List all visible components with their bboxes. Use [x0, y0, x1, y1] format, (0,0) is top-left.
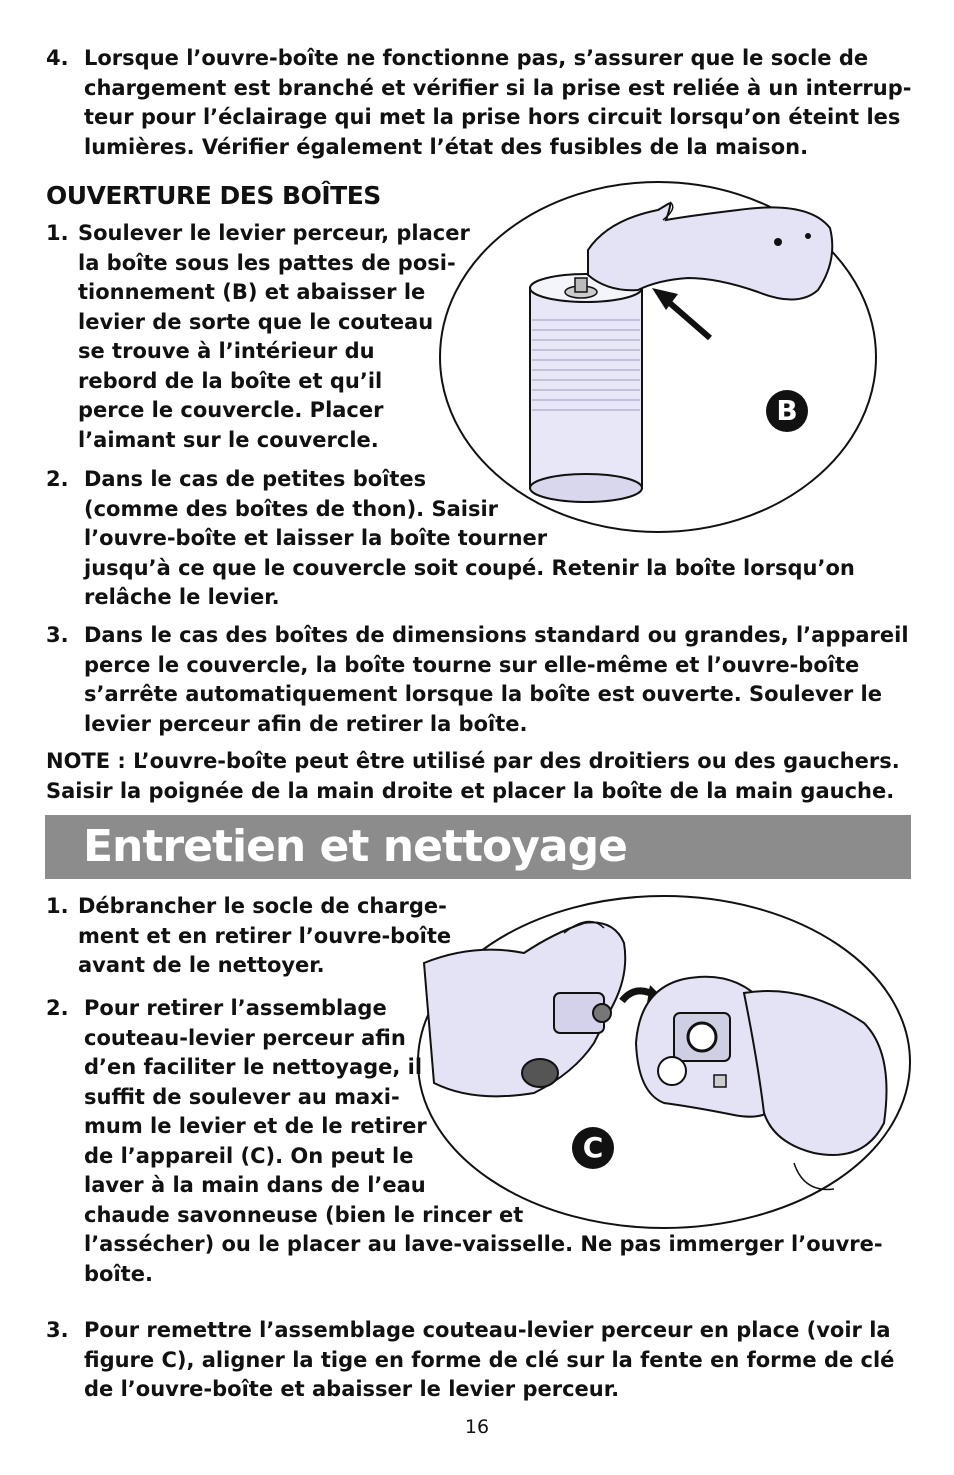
step-number: 4.: [46, 46, 69, 70]
step-number: 2.: [46, 996, 69, 1020]
note-line: NOTE : L’ouvre-boîte peut être utilisé par des droitiers ou des gauchers.: [46, 749, 900, 773]
text-line: perce le couvercle. Placer: [78, 398, 384, 422]
text-line: Dans le cas de petites boîtes: [84, 467, 427, 491]
text-line: de l’ouvre-boîte et abaisser le levier perceur.: [84, 1377, 620, 1401]
care-step-1: [46, 892, 466, 981]
troubleshoot-step: [46, 44, 912, 162]
opening-step-2: [46, 465, 906, 613]
text-line: laver à la main dans de l’eau: [84, 1173, 426, 1197]
step-number: 3.: [46, 623, 69, 647]
step-number: 1.: [46, 894, 69, 918]
opening-step-1: [46, 219, 470, 455]
figure-c-label: C: [572, 1127, 614, 1169]
text-line: levier perceur afin de retirer la boîte.: [84, 711, 528, 736]
text-line: mum le levier et de le retirer: [84, 1114, 427, 1138]
text-line: teur pour l’éclairage qui met la prise hors circuit lorsqu’on éteint les: [84, 105, 901, 129]
text-line: (comme des boîtes de thon). Saisir: [84, 496, 499, 521]
text-line: perce le couvercle, la boîte tourne sur elle-même et l’ouvre-boîte: [84, 652, 860, 677]
figure-b-label: B: [766, 390, 808, 432]
text-line: lumières. Vérifier également l’état des fusibles de la maison.: [84, 134, 809, 159]
page-number: 16: [464, 1416, 490, 1438]
text-line: d’en faciliter le nettoyage, il: [84, 1055, 423, 1079]
text-line: la boîte sous les pattes de posi-: [78, 250, 456, 275]
note: [46, 747, 926, 806]
text-line: s’arrête automatiquement lorsque la boîte est ouverte. Soulever le: [84, 682, 882, 706]
text-line: relâche le levier.: [84, 585, 280, 609]
text-line: tionnement (B) et abaisser le: [78, 280, 426, 304]
text-line: Débrancher le socle de charge-: [78, 894, 447, 918]
text-line: l’assécher) ou le placer au lave-vaisselle. Ne pas immerger l’ouvre-: [84, 1232, 883, 1256]
text-line: figure C), aligner la tige en forme de clé sur la fente en forme de clé: [84, 1347, 895, 1372]
text-line: Pour retirer l’assemblage: [84, 996, 387, 1020]
section-banner: [45, 815, 911, 879]
step-number: 2.: [46, 467, 69, 491]
step-number: 3.: [46, 1318, 69, 1342]
text-line: suffit de soulever au maxi-: [84, 1084, 400, 1109]
opening-step-3: [46, 621, 926, 739]
text-line: boîte.: [84, 1261, 153, 1286]
care-step-3: [46, 1316, 926, 1405]
text-line: chargement est branché et vérifier si la prise est reliée à un interrup-: [84, 75, 912, 100]
note-line: Saisir la poignée de la main droite et placer la boîte de la main gauche.: [46, 778, 895, 803]
text-line: Soulever le levier perceur, placer: [78, 221, 470, 245]
text-line: Lorsque l’ouvre-boîte ne fonctionne pas, s’assurer que le socle de: [84, 46, 869, 70]
text-line: Dans le cas des boîtes de dimensions standard ou grandes, l’appareil: [84, 623, 909, 647]
text-line: levier de sorte que le couteau: [78, 309, 434, 334]
section-title: Entretien et nettoyage: [83, 821, 627, 872]
text-line: l’aimant sur le couvercle.: [78, 427, 379, 452]
text-line: se trouve à l’intérieur du: [78, 339, 375, 363]
text-line: rebord de la boîte et qu’il: [78, 368, 383, 393]
care-step-2: [46, 994, 926, 1289]
text-line: couteau-levier perceur afin: [84, 1025, 406, 1050]
text-line: avant de le nettoyer.: [78, 953, 325, 977]
text-line: chaude savonneuse (bien le rincer et: [84, 1202, 524, 1227]
text-line: de l’appareil (C). On peut le: [84, 1143, 414, 1168]
text-line: ment et en retirer l’ouvre-boîte: [78, 923, 452, 948]
section-heading: OUVERTURE DES BOÎTES: [46, 181, 381, 210]
step-number: 1.: [46, 221, 69, 245]
text-line: jusqu’à ce que le couvercle soit coupé. Retenir la boîte lorsqu’on: [84, 555, 855, 580]
text-line: l’ouvre-boîte et laisser la boîte tourner: [84, 526, 548, 550]
text-line: Pour remettre l’assemblage couteau-levier perceur en place (voir la: [84, 1318, 891, 1342]
